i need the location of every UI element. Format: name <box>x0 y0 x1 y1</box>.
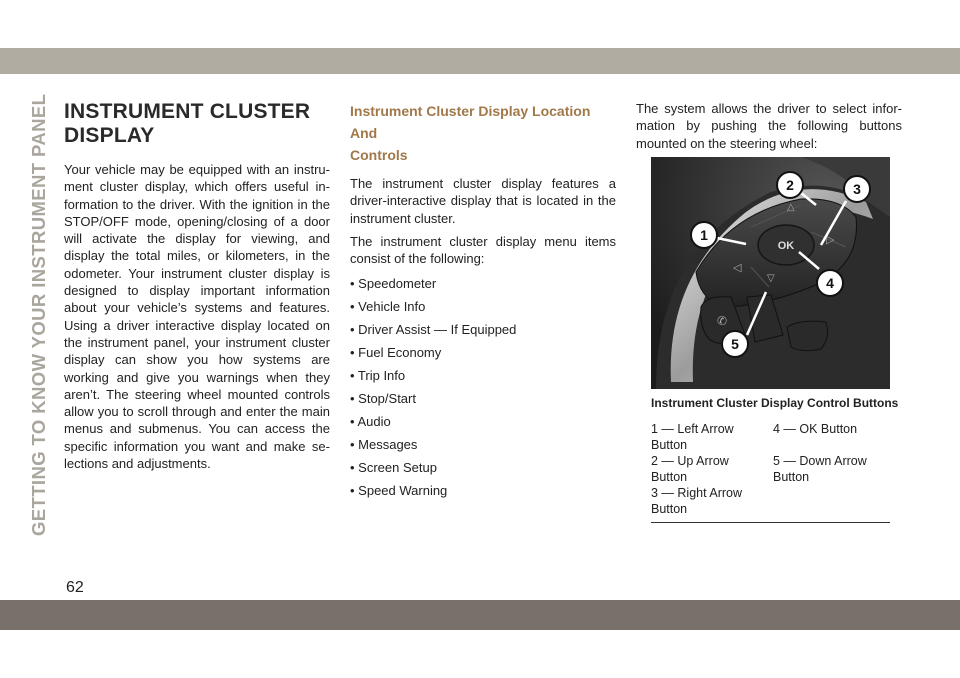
section-title-line2: DISPLAY <box>64 124 155 147</box>
side-section-tab <box>28 93 50 536</box>
legend-divider <box>651 522 890 523</box>
intro-paragraph: Your vehicle may be equipped with an instrument cluster display, which offers useful information to the driver. With the ignition in the STOP/OFF mode, opening/closing of a door will activate the display for viewing, and display the total miles, or kilometers, in the odometer. Your instrument cluster display is designed to display important information about your vehicle’s systems and features. Using a driver interactive display located on the instrument panel, your instrument cluster display can show you how systems are working and give you warnings when they aren’t. The steering wheel mounted controls allow you to scroll through and enter the main menus and submenus. You can access the specific information you want and make selections and adjustments. <box>64 162 330 472</box>
legend-item-2-line1: 2 — Up Arrow <box>651 454 729 468</box>
subsection-heading <box>350 100 616 166</box>
legend-item-5-line1: 5 — Down Arrow <box>773 454 867 468</box>
down-arrow-icon: ▽ <box>767 273 775 284</box>
list-item: • Messages <box>350 437 418 453</box>
callout-2-label: 2 <box>786 177 794 193</box>
list-item: • Screen Setup <box>350 460 437 476</box>
legend-item-3-line1: 3 — Right Arrow <box>651 486 743 500</box>
up-arrow-icon: △ <box>787 202 795 213</box>
list-item: • Vehicle Info <box>350 299 426 315</box>
list-item: • Speed Warning <box>350 483 448 499</box>
list-item: • Driver Assist — If Equipped <box>350 322 517 338</box>
callout-1-label: 1 <box>700 227 708 243</box>
figure-legend <box>651 421 890 517</box>
phone-icon: ✆ <box>717 314 728 328</box>
header-band <box>0 48 960 74</box>
callout-4-label: 4 <box>826 275 834 291</box>
list-item: • Trip Info <box>350 368 406 384</box>
subsection-heading-line1: Instrument Cluster Display Location And <box>350 103 591 141</box>
menu-items-list <box>350 275 616 499</box>
section-title-line1: INSTRUMENT CLUSTER <box>64 100 311 123</box>
location-paragraph: The instrument cluster display features a driver-interactive display that is located in the instrument cluster. <box>350 176 616 226</box>
column-2 <box>350 100 616 505</box>
right-arrow-icon: ▷ <box>826 233 835 246</box>
side-section-label: GETTING TO KNOW YOUR INSTRUMENT PANEL <box>28 93 49 536</box>
steering-wheel-illustration <box>651 157 890 389</box>
hang-up-button <box>787 321 828 350</box>
legend-item-3-line2: Button <box>651 502 688 516</box>
legend-item-1-line2: Button <box>651 438 688 452</box>
legend-item-1-line1: 1 — Left Arrow <box>651 422 734 436</box>
menu-items-intro: The instrument cluster display menu items consist of the following: <box>350 233 616 267</box>
left-arrow-icon: ◁ <box>733 261 742 274</box>
legend-item-4: 4 — OK Button <box>773 422 858 436</box>
subsection-heading-line2: Controls <box>350 147 408 163</box>
footer-band <box>0 600 960 630</box>
figure-caption: Instrument Cluster Display Control Buttons <box>651 396 899 410</box>
list-item: • Fuel Economy <box>350 345 442 361</box>
steering-wheel-controls-figure <box>651 157 890 389</box>
callout-3-label: 3 <box>853 181 861 197</box>
list-item: • Audio <box>350 414 391 430</box>
column-3 <box>636 100 902 158</box>
list-item: • Stop/Start <box>350 391 416 407</box>
ok-button-label: OK <box>777 240 795 252</box>
page-number: 62 <box>66 579 84 596</box>
column-1 <box>64 100 330 478</box>
legend-item-2-line2: Button <box>651 470 688 484</box>
callout-5-label: 5 <box>731 336 739 352</box>
buttons-intro: The system allows the driver to select information by pushing the following buttons mounted on the steering wheel: <box>636 101 902 151</box>
legend-item-5-line2: Button <box>773 470 810 484</box>
list-item: • Speedometer <box>350 276 437 292</box>
section-title <box>64 100 330 148</box>
